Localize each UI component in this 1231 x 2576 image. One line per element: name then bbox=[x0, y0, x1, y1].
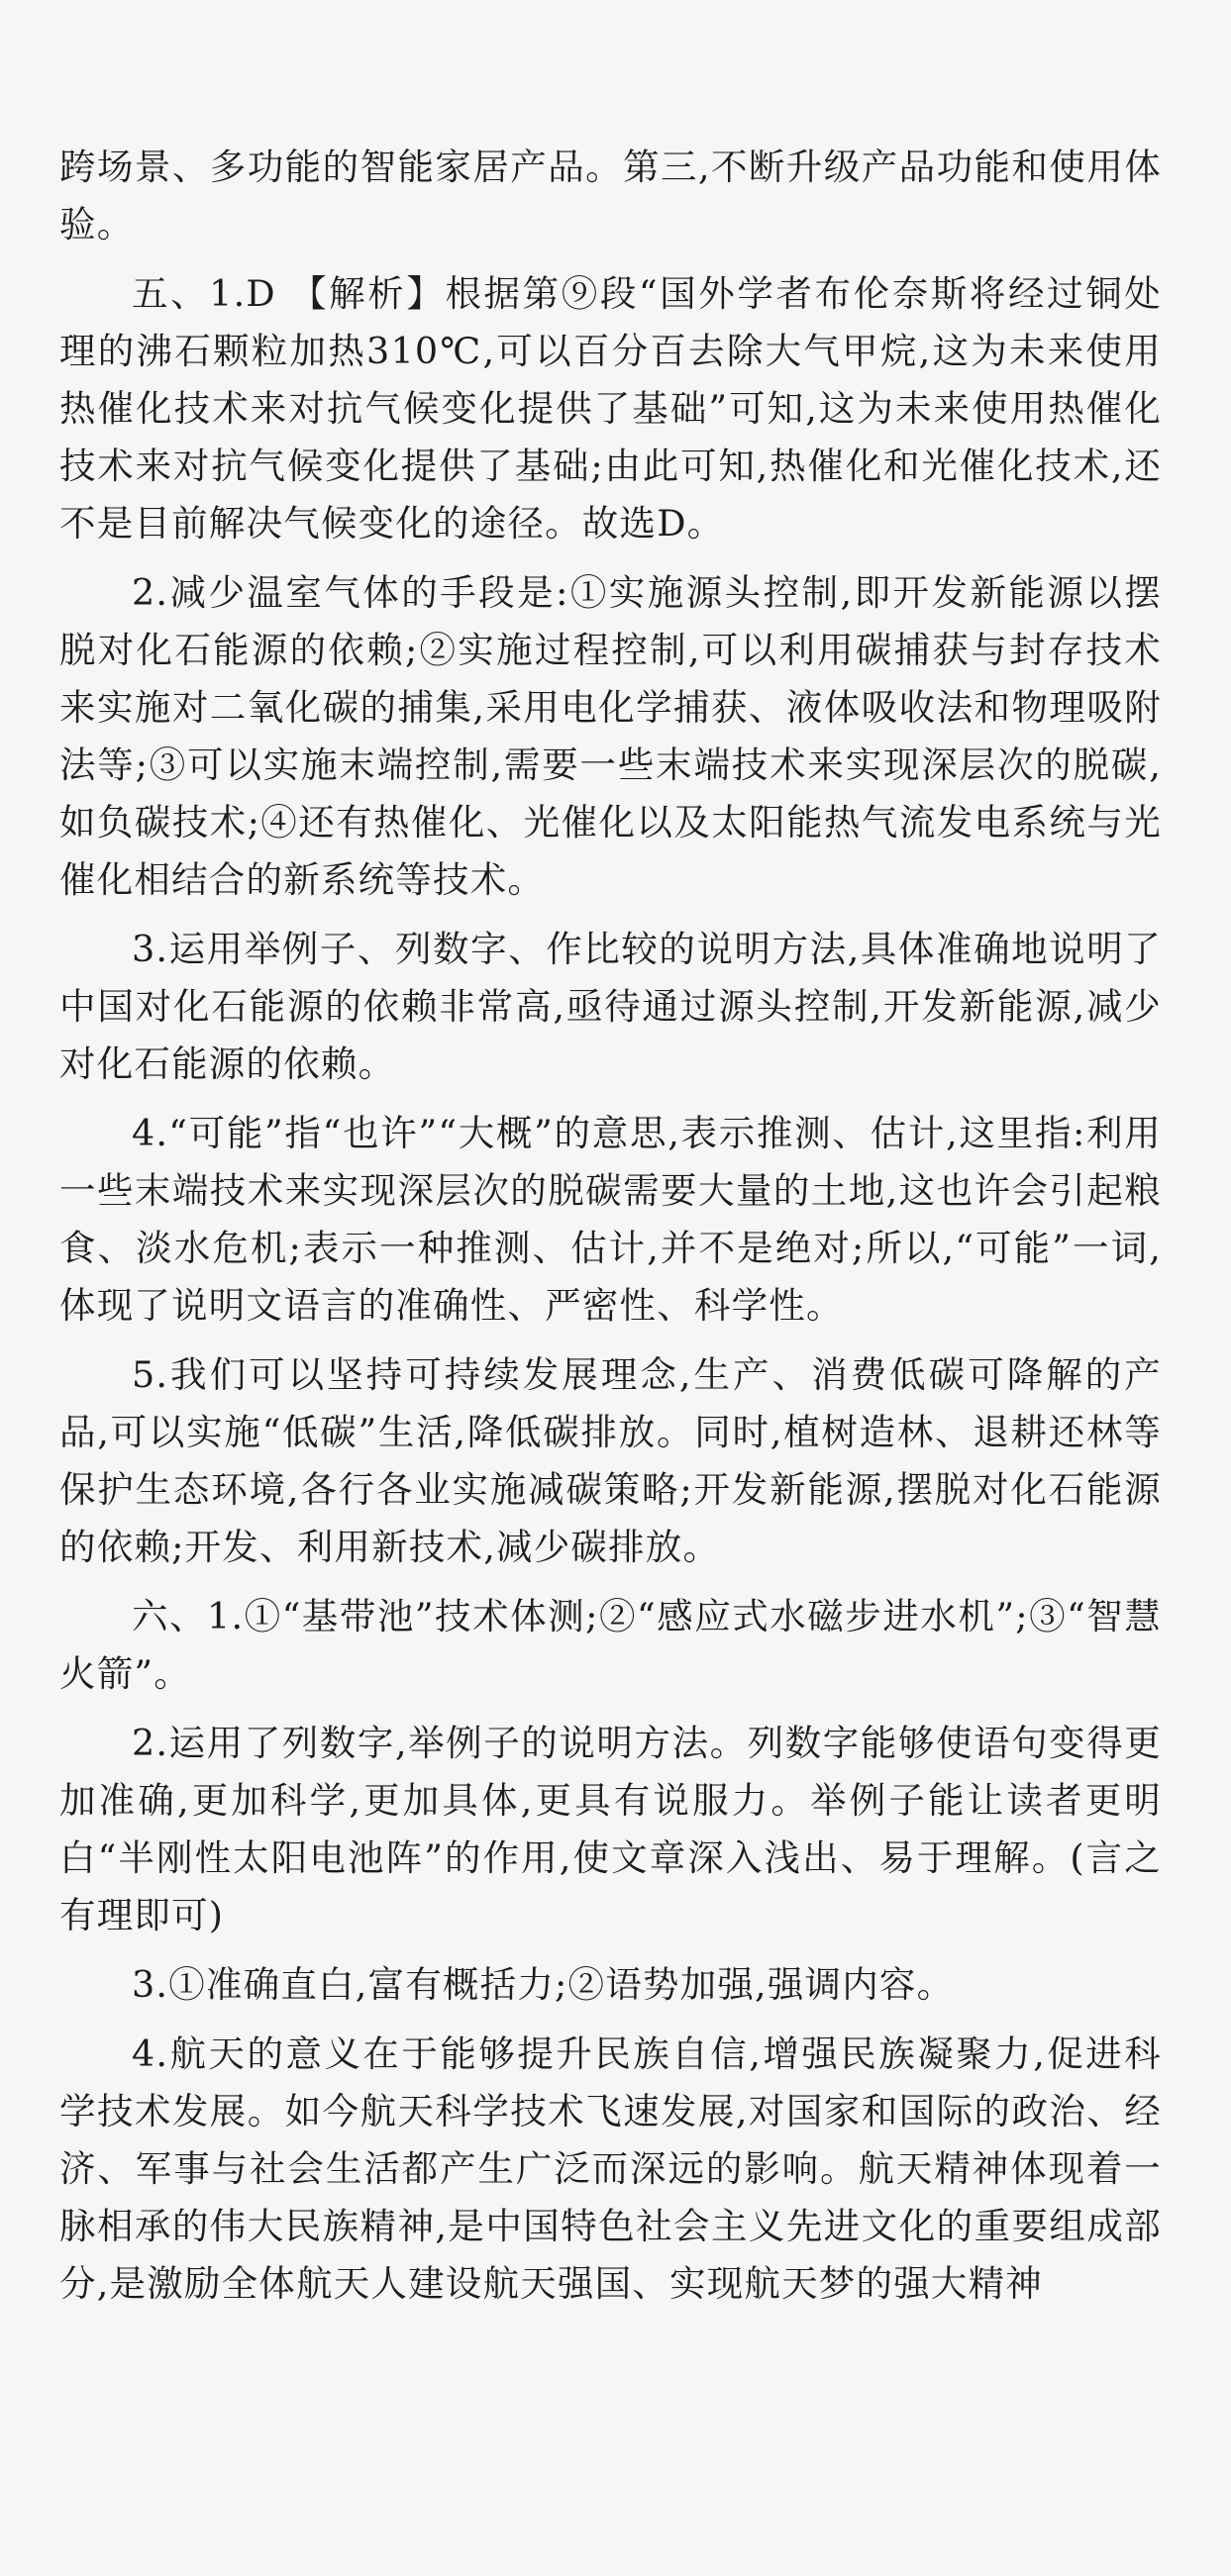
paragraph: 跨场景、多功能的智能家居产品。第三,不断升级产品功能和使用体验。 bbox=[59, 146, 1162, 246]
paragraph: 3.①准确直白,富有概括力;②语势加强,强调内容。 bbox=[132, 1963, 955, 2006]
paragraph: 五、1.D 【解析】根据第⑨段“国外学者布伦奈斯将经过铜处理的沸石颗粒加热310℃,可以百分百去除大气甲烷,这为未来使用热催化技术来对抗气候变化提供了基础”可知,这为未来使用热催化技术来对抗气候变化提供了基础;由此可知,热催化和光催化技术,还不是目前解决气候变化的途径。故选D。 bbox=[59, 272, 1162, 545]
paragraph: 六、1.①“基带池”技术体测;②“感应式水磁步进水机”;③“智慧火箭”。 bbox=[59, 1595, 1162, 1695]
paragraph: 4.航天的意义在于能够提升民族自信,增强民族凝聚力,促进科学技术发展。如今航天科学技术飞速发展,对国家和国际的政治、经济、军事与社会生活都产生广泛而深远的影响。航天精神体现着一脉相承的伟大民族精神,是中国特色社会主义先进文化的重要组成部分,是激励全体航天人建设航天强国、实现航天梦的强大精神 bbox=[59, 2032, 1162, 2305]
paragraph: 3.运用举例子、列数字、作比较的说明方法,具体准确地说明了中国对化石能源的依赖非常高,亟待通过源头控制,开发新能源,减少对化石能源的依赖。 bbox=[59, 928, 1162, 1085]
paragraph: 2.运用了列数字,举例子的说明方法。列数字能够使语句变得更加准确,更加科学,更加具体,更具有说服力。举例子能让读者更明白“半刚性太阳电池阵”的作用,使文章深入浅出、易于理解。(言之有理即可) bbox=[59, 1722, 1162, 1936]
paragraph: 4.“可能”指“也许”“大概”的意思,表示推测、估计,这里指:利用一些末端技术来实现深层次的脱碳需要大量的土地,这也许会引起粮食、淡水危机;表示一种推测、估计,并不是绝对;所以,“可能”一词,体现了说明文语言的准确性、严密性、科学性。 bbox=[59, 1112, 1162, 1327]
paragraph: 2.减少温室气体的手段是:①实施源头控制,即开发新能源以摆脱对化石能源的依赖;②实施过程控制,可以利用碳捕获与封存技术来实施对二氧化碳的捕集,采用电化学捕获、液体吸收法和物理吸附法等;③可以实施末端控制,需要一些末端技术来实现深层次的脱碳,如负碳技术;④还有热催化、光催化以及太阳能热气流发电系统与光催化相结合的新系统等技术。 bbox=[59, 571, 1162, 901]
paragraph: 5.我们可以坚持可持续发展理念,生产、消费低碳可降解的产品,可以实施“低碳”生活,降低碳排放。同时,植树造林、退耕还林等保护生态环境,各行各业实施减碳策略;开发新能源,摆脱对化石能源的依赖;开发、利用新技术,减少碳排放。 bbox=[59, 1353, 1162, 1568]
